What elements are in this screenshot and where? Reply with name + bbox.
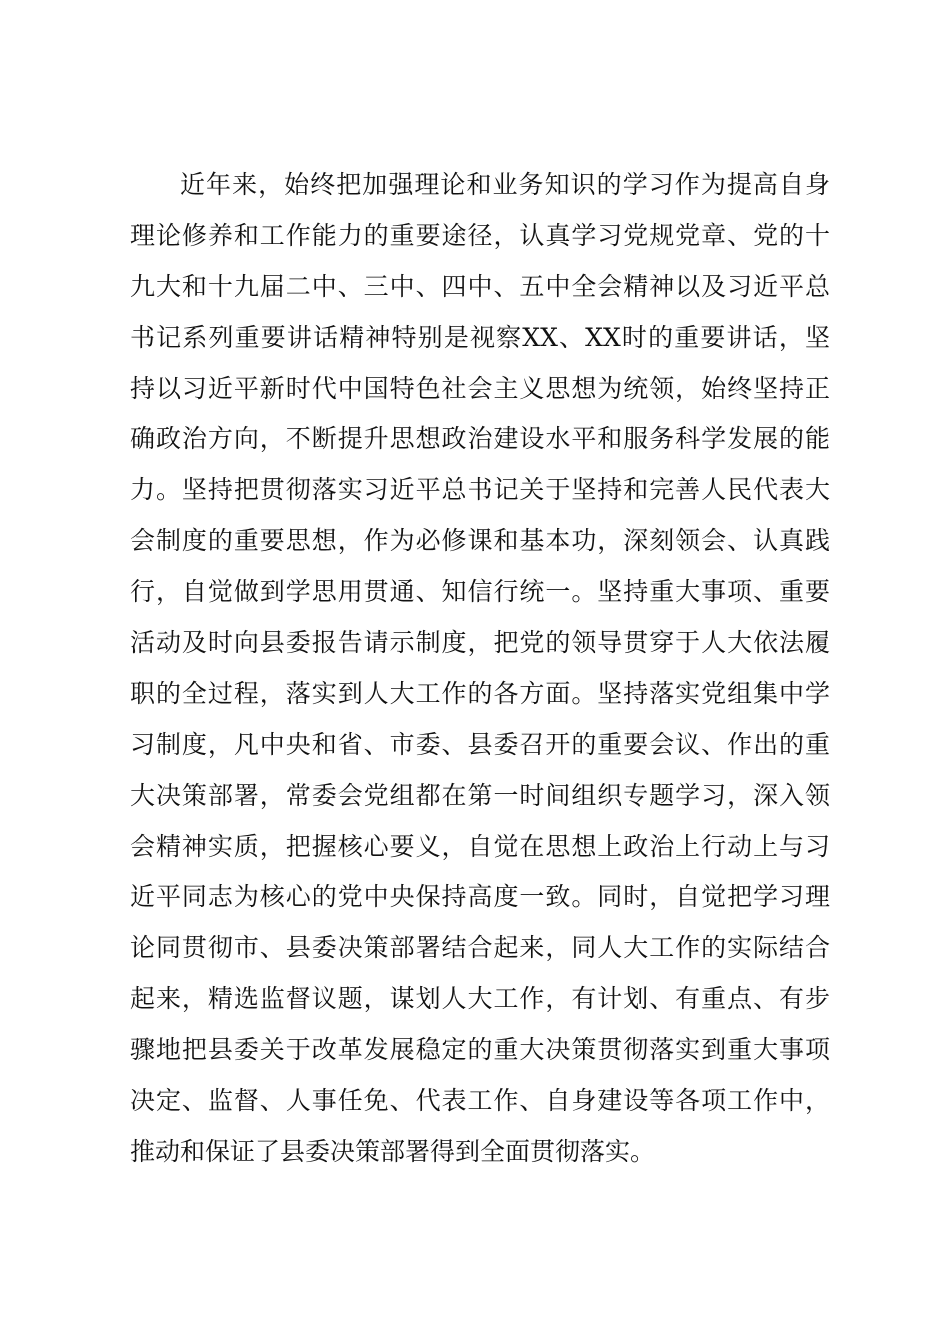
paragraph-line: 决定、监督、人事任免、代表工作、自身建设等各项工作中， (130, 1086, 830, 1116)
paragraph-line: 九大和十九届二中、三中、四中、五中全会精神以及习近平总 (130, 271, 830, 301)
paragraph-line: 会精神实质，把握核心要义，自觉在思想上政治上行动上与习 (130, 831, 830, 861)
paragraph-line: 近年来，始终把加强理论和业务知识的学习作为提高自身 (180, 170, 830, 199)
paragraph-line: 活动及时向县委报告请示制度，把党的领导贯穿于人大依法履 (130, 628, 830, 658)
paragraph-line: 职的全过程，落实到人大工作的各方面。坚持落实党组集中学 (130, 678, 830, 708)
paragraph-line: 书记系列重要讲话精神特别是视察XX、XX时的重要讲话，坚 (130, 322, 830, 352)
paragraph-line: 起来，精选监督议题，谋划人大工作，有计划、有重点、有步 (130, 984, 830, 1014)
paragraph-line: 推动和保证了县委决策部署得到全面贯彻落实。 (130, 1136, 656, 1166)
paragraph-line: 确政治方向，不断提升思想政治建设水平和服务科学发展的能 (130, 424, 830, 454)
paragraph-line: 行，自觉做到学思用贯通、知信行统一。坚持重大事项、重要 (130, 577, 830, 607)
body-paragraph (130, 160, 830, 1178)
paragraph-line: 习制度，凡中央和省、市委、县委召开的重要会议、作出的重 (130, 729, 830, 759)
paragraph-line: 理论修养和工作能力的重要途径，认真学习党规党章、党的十 (130, 220, 830, 250)
paragraph-line: 会制度的重要思想，作为必修课和基本功，深刻领会、认真践 (130, 526, 830, 556)
paragraph-line: 大决策部署，常委会党组都在第一时间组织专题学习，深入领 (130, 780, 830, 810)
paragraph-line: 论同贯彻市、县委决策部署结合起来，同人大工作的实际结合 (130, 933, 830, 963)
paragraph-line: 骤地把县委关于改革发展稳定的重大决策贯彻落实到重大事项 (130, 1035, 830, 1065)
paragraph-line: 力。坚持把贯彻落实习近平总书记关于坚持和完善人民代表大 (130, 475, 830, 505)
paragraph-line: 持以习近平新时代中国特色社会主义思想为统领，始终坚持正 (130, 373, 830, 403)
paragraph-line: 近平同志为核心的党中央保持高度一致。同时，自觉把学习理 (130, 882, 830, 912)
